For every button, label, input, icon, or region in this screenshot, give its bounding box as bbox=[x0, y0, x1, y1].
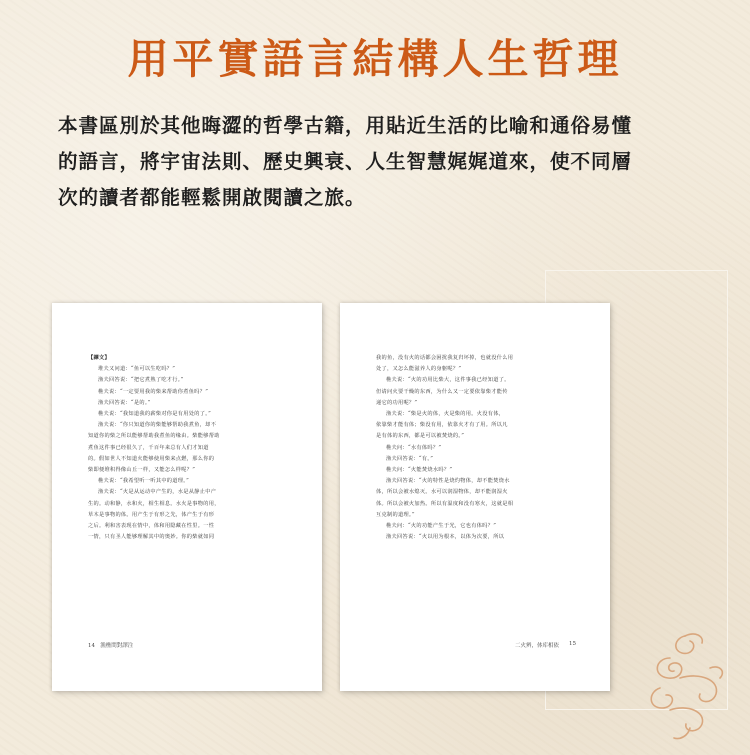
auspicious-cloud-ornament bbox=[640, 628, 730, 743]
intro-line: 的語言，將宇宙法則、歷史興衰、人生智慧娓娓道來，使不同層 bbox=[58, 150, 633, 173]
text-line: 处了，又怎么能滋养人的身躯呢？” bbox=[376, 366, 462, 373]
text-line: 樵夫说：“我希望听一听其中的道理。” bbox=[98, 478, 190, 485]
text-line: 体。所以会被火加热。所以有温度和没有寒火，这就是相 bbox=[376, 500, 514, 507]
text-line: 柴即便堆积得像山丘一样，又能怎么样呢？” bbox=[88, 467, 196, 474]
text-line: 渔夫说：“柴是火的体，火是柴的用。火没有体， bbox=[386, 411, 505, 418]
page-text bbox=[88, 353, 288, 543]
section-tag: 【譯文】 bbox=[88, 355, 110, 361]
text-line: 互克制的道理。” bbox=[376, 511, 415, 518]
text-line: 我的鱼，没有火的话都会困扰我复归坏掉，也就没什么用 bbox=[376, 355, 514, 361]
text-line: 之后。利和害表现在情中，体和用隐藏在性里。一性 bbox=[88, 523, 215, 530]
text-line: 渔夫说：“火是从运动中产生的，水是从静止中产 bbox=[98, 489, 217, 496]
page-text bbox=[376, 353, 576, 543]
intro-paragraph bbox=[58, 108, 708, 216]
text-line: 一情，只有圣人能够理解其中的奥妙。你的柴就如同 bbox=[88, 534, 215, 541]
text-line: 渔夫回答说：“火以用为根本，以体为次要，所以 bbox=[386, 534, 505, 541]
text-line: 樵夫说：“火的功用比柴大，这件事我已经知道了。 bbox=[386, 377, 510, 384]
page-number bbox=[88, 641, 133, 649]
page-footer bbox=[376, 641, 576, 649]
text-line: 的。假如世人不知道火能够使用柴来点燃，那么你的 bbox=[88, 455, 215, 462]
text-line: 草木是事物的体。用产生于有形之先，体产生于有形 bbox=[88, 511, 215, 518]
intro-line: 本書區別於其他晦澀的哲學古籍，用貼近生活的比喻和通俗易懂 bbox=[58, 114, 633, 137]
book-page-right bbox=[340, 303, 610, 691]
text-line: 渔夫回答说：“火的特性是烧灼物体，却不能焚烧水 bbox=[386, 478, 510, 485]
text-line: 渔夫说：“你只知道你的柴能够帮助我煮鱼，却不 bbox=[98, 422, 217, 429]
text-line: 依靠柴才能有体；柴没有用，依靠火才有了用。所以凡 bbox=[376, 422, 508, 429]
text-line: 樵夫说：“一定要用我的柴来帮助你煮鱼吗？” bbox=[98, 388, 209, 395]
text-line: 樵夫问：“火能焚烧水吗？” bbox=[386, 467, 453, 474]
text-line: 煮鱼这件事已经很久了，千百年来总有人们才知道 bbox=[88, 444, 209, 451]
text-line: 递它的功用呢？” bbox=[376, 399, 418, 406]
headline: 用平實語言結構人生哲理 bbox=[127, 35, 623, 83]
page-footer bbox=[88, 641, 288, 649]
text-line: 渔夫回答说：“把它煮熟了吃才行。” bbox=[98, 377, 184, 384]
text-line: 樵夫问：“水有体吗？” bbox=[386, 444, 442, 451]
intro-line: 次的讀者都能輕鬆開啟閱讀之旅。 bbox=[58, 186, 366, 209]
text-line: 但请问火要干燥的东西，为什么又一定要依靠柴才能传 bbox=[376, 388, 508, 395]
text-line: 樵夫问：“火的功能产生于光，它也有体吗？” bbox=[386, 523, 497, 530]
page-number-value: 15 bbox=[569, 641, 576, 647]
text-line: 知道你的柴之所以能够帮助我煮鱼的缘由。柴能够帮助 bbox=[88, 433, 220, 440]
text-line: 堆夫又问道：“鱼可以生吃吗？” bbox=[98, 366, 176, 373]
text-line: 渔夫回答说：“有。” bbox=[386, 455, 434, 462]
book-page-left bbox=[52, 303, 322, 691]
text-line: 生的。动和静，水和火，相生相息。水火是事物的用， bbox=[88, 500, 220, 507]
text-line: 樵夫说：“我知道我的薪柴对你是有用处的了。” bbox=[98, 411, 212, 418]
text-line: 体，所以会被水熄灭。水可以润湿物体，却不能润湿火 bbox=[376, 489, 508, 496]
running-title: 二火辨，体库相依 bbox=[514, 643, 559, 649]
text-line: 渔夫回答说：“是的。” bbox=[98, 399, 151, 406]
page-number-value: 14 bbox=[88, 643, 95, 649]
text-line: 是有体的东西，都是可以被焚烧的。” bbox=[376, 433, 465, 440]
running-title: 漁樵問對譯注 bbox=[100, 643, 134, 649]
